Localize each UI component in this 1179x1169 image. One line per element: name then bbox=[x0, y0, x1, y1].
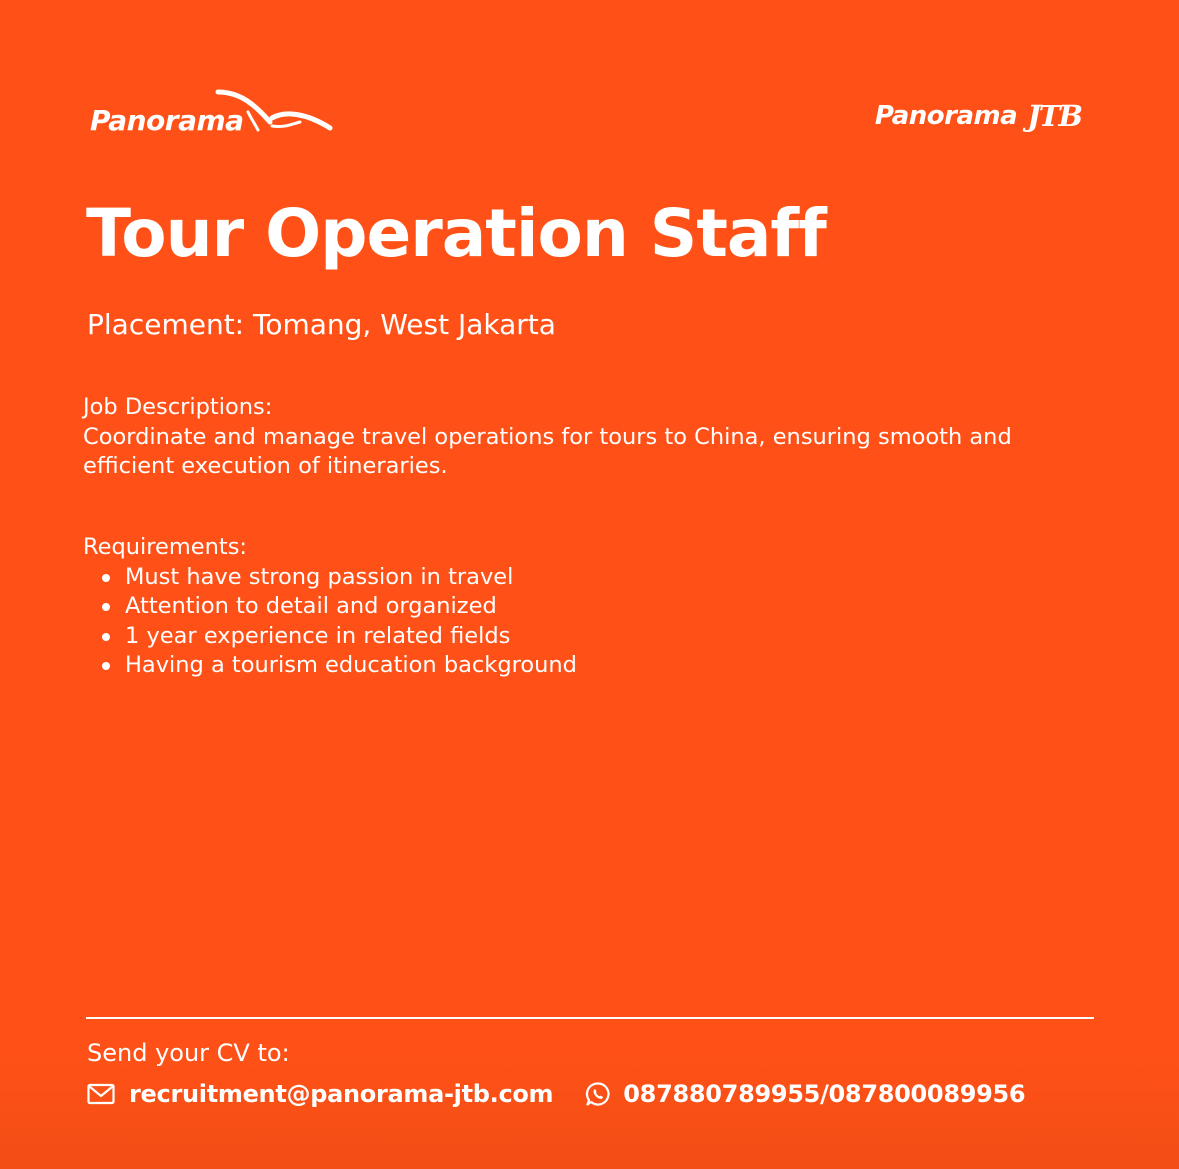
requirement-item: 1 year experience in related fields bbox=[125, 622, 883, 652]
requirements-section bbox=[83, 533, 883, 681]
phone-numbers[interactable]: 087880789955/087800089956 bbox=[623, 1080, 1026, 1108]
requirement-item: Must have strong passion in travel bbox=[125, 563, 883, 593]
panorama-swoosh-icon bbox=[206, 84, 336, 140]
phone-contact[interactable] bbox=[553, 1074, 1025, 1114]
job-description-text: Coordinate and manage travel operations for tours to China, ensuring smooth and efficient execution of itineraries. bbox=[83, 423, 1012, 479]
job-placement: Placement: Tomang, West Jakarta bbox=[87, 308, 556, 341]
panorama-logo-text: Panorama bbox=[90, 104, 244, 137]
panorama-jtb-logo bbox=[875, 96, 1081, 136]
whatsapp-icon bbox=[585, 1081, 611, 1107]
jtb-logo-mark: JTB bbox=[1027, 99, 1081, 133]
mail-icon bbox=[87, 1083, 115, 1105]
contact-row bbox=[87, 1074, 1025, 1114]
job-description-heading: Job Descriptions: bbox=[83, 394, 273, 420]
send-cv-heading: Send your CV to: bbox=[87, 1039, 290, 1067]
job-title: Tour Operation Staff bbox=[86, 195, 826, 272]
email-address[interactable]: recruitment@panorama-jtb.com bbox=[129, 1080, 554, 1108]
requirements-heading: Requirements: bbox=[83, 534, 248, 560]
requirement-item: Attention to detail and organized bbox=[125, 592, 883, 622]
requirement-item: Having a tourism education background bbox=[125, 651, 883, 681]
panorama-jtb-logo-text: Panorama bbox=[874, 101, 1018, 131]
divider bbox=[86, 1017, 1094, 1019]
email-contact[interactable] bbox=[87, 1074, 553, 1114]
requirements-list bbox=[83, 563, 883, 681]
job-description-section bbox=[83, 393, 1093, 482]
panorama-logo bbox=[88, 84, 348, 144]
